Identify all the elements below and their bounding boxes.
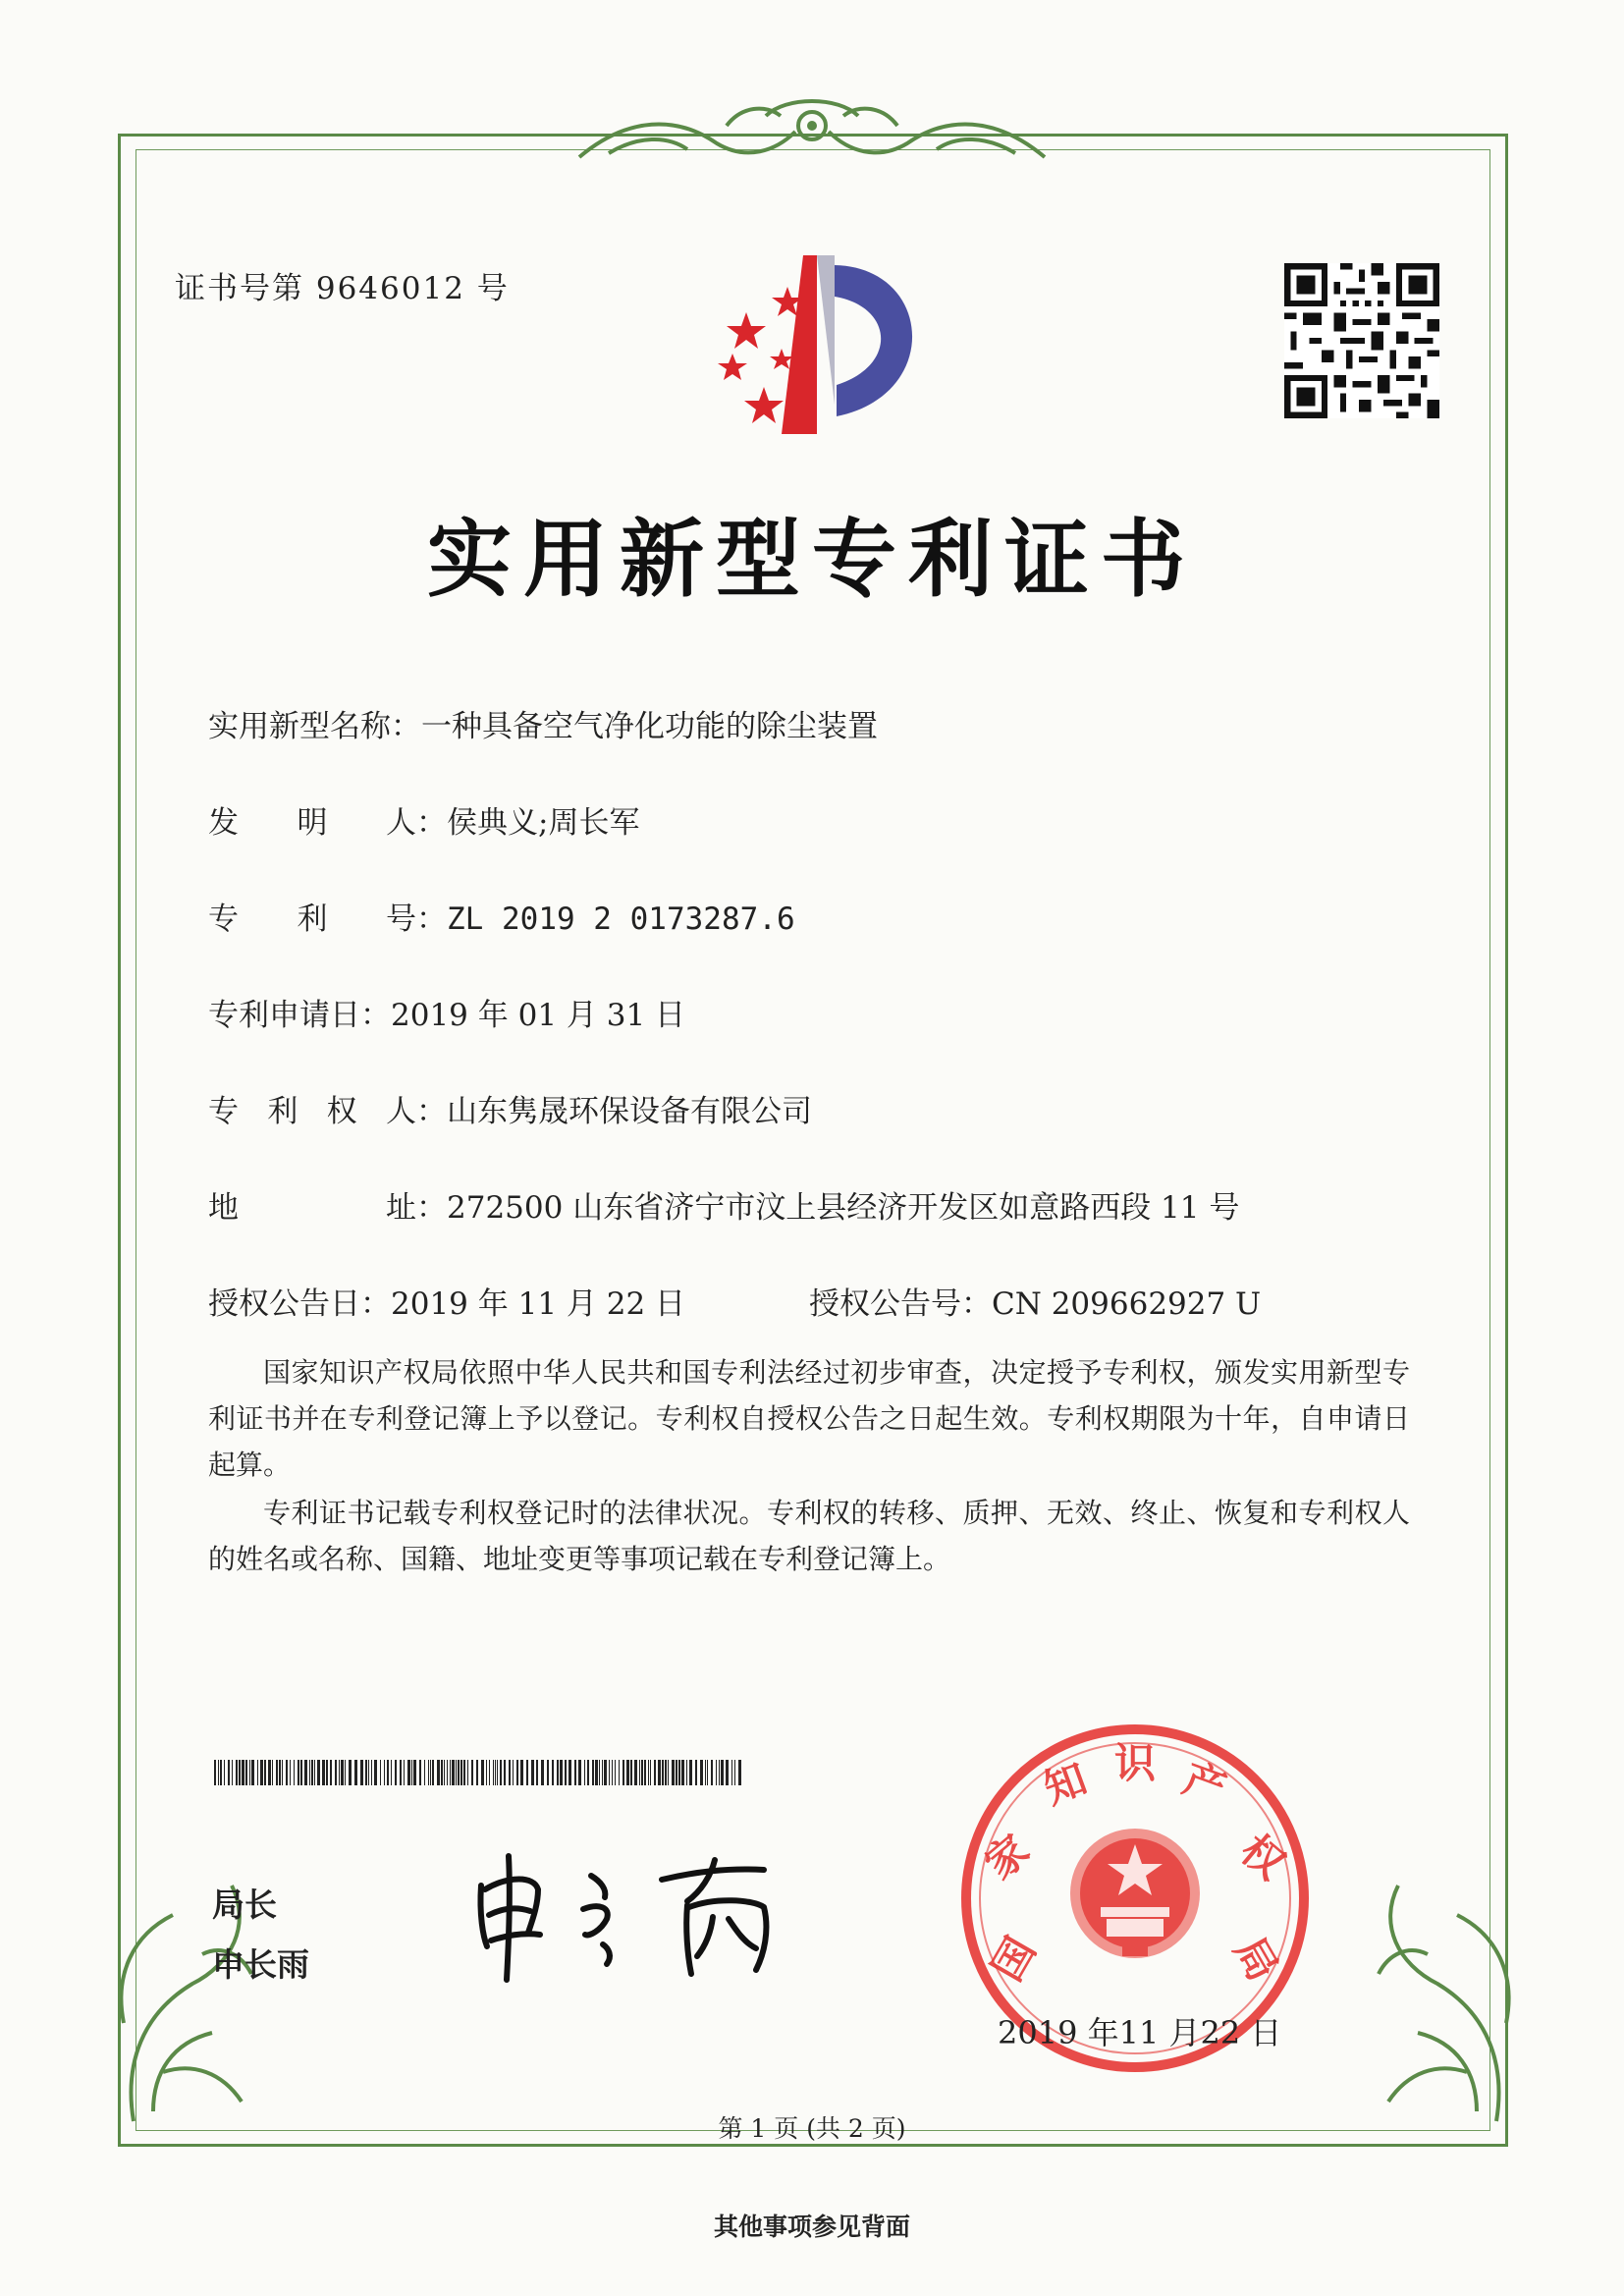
field-holder-label: [208, 1086, 416, 1130]
field-holder: [208, 1086, 812, 1130]
label-colon: ：: [416, 1094, 447, 1129]
field-apply-date-label: 专利申请日：: [208, 998, 391, 1033]
field-name: [208, 701, 878, 745]
seal-char: 局: [1224, 1929, 1288, 1990]
field-inventor-label: [208, 797, 416, 842]
certificate-number-label: 证书号第: [175, 271, 304, 306]
seal-char: 国: [982, 1929, 1046, 1990]
label-char: 利: [297, 902, 328, 937]
certificate-title: 实用新型专利证书: [427, 510, 1197, 609]
certificate-number-suffix: 号: [476, 271, 510, 306]
field-address-label: [208, 1182, 416, 1227]
certificate-body: [208, 1349, 1410, 1584]
seal-char: 权: [1231, 1825, 1295, 1889]
director-name: 申长雨: [212, 1945, 309, 1984]
field-patent-no-value: ZL 2019 2 0173287.6: [447, 902, 795, 937]
field-name-label: 实用新型名称：: [208, 709, 421, 744]
bottom-right-ornament-icon: [1359, 1827, 1526, 2131]
national-emblem-icon: [1070, 1829, 1200, 1958]
field-inventor-value: 侯典义;周长军: [447, 805, 640, 841]
cnipa-emblem-icon: [687, 247, 943, 444]
field-apply-date: [208, 990, 685, 1034]
body-paragraph-1: 国家知识产权局依照中华人民共和国专利法经过初步审查，决定授予专利权，颁发实用新型专利证书并在专利登记簿上予以登记。专利权自授权公告之日起生效。专利权期限为十年，自申请日起算。: [208, 1356, 1410, 1481]
field-patent-no-label: [208, 894, 416, 938]
label-char: 专: [208, 902, 239, 937]
label-char: 址: [386, 1190, 416, 1226]
label-char: 地: [208, 1190, 239, 1226]
label-char: 发: [208, 805, 239, 841]
field-inventor: [208, 797, 639, 842]
label-char: 权: [326, 1094, 357, 1129]
barcode-icon: [214, 1760, 744, 1785]
back-note: 其他事项参见背面: [713, 2213, 910, 2241]
field-grant-no-value: CN 209662927 U: [992, 1286, 1262, 1322]
field-address: [208, 1182, 1239, 1227]
label-char: 利: [267, 1094, 298, 1129]
label-colon: ：: [416, 805, 447, 841]
seal-char: 识: [1113, 1739, 1157, 1787]
director-title: 局长: [212, 1886, 277, 1924]
label-char: 专: [208, 1094, 239, 1129]
field-grant-no-label: 授权公告号：: [809, 1286, 992, 1322]
seal-char: 产: [1176, 1754, 1233, 1814]
field-grant-date-label: 授权公告日：: [208, 1286, 391, 1322]
qr-code-icon: [1284, 263, 1439, 418]
field-name-value: 一种具备空气净化功能的除尘装置: [421, 709, 878, 744]
field-holder-value: 山东隽晟环保设备有限公司: [447, 1094, 812, 1129]
seal-char: 家: [975, 1825, 1039, 1889]
field-grant-no: [809, 1279, 1261, 1323]
top-ornament-icon: [569, 96, 1055, 175]
field-grant-date-value: 2019 年 11 月 22 日: [391, 1286, 686, 1322]
page-number: 第 1 页 (共 2 页): [718, 2114, 906, 2143]
seal-char: 知: [1037, 1754, 1094, 1814]
label-colon: ：: [416, 902, 447, 937]
label-colon: ：: [416, 1190, 447, 1226]
label-char: 人: [386, 805, 416, 841]
body-paragraph-2: 专利证书记载专利权登记时的法律状况。专利权的转移、质押、无效、终止、恢复和专利权人的姓名或名称、国籍、地址变更等事项记载在专利登记簿上。: [208, 1497, 1410, 1575]
field-grant-date: [208, 1279, 685, 1323]
label-char: 明: [297, 805, 328, 841]
label-char: 人: [385, 1094, 416, 1129]
issue-date: 2019 年11 月22 日: [998, 2014, 1282, 2051]
certificate-number-value: 9646012: [315, 271, 465, 306]
field-patent-no: [208, 894, 795, 938]
label-char: 号: [386, 902, 416, 937]
field-apply-date-value: 2019 年 01 月 31 日: [391, 998, 686, 1033]
certificate-number: [175, 263, 510, 307]
director-signature-icon: [469, 1846, 823, 1984]
field-address-value: 272500 山东省济宁市汶上县经济开发区如意路西段 11 号: [447, 1190, 1240, 1226]
